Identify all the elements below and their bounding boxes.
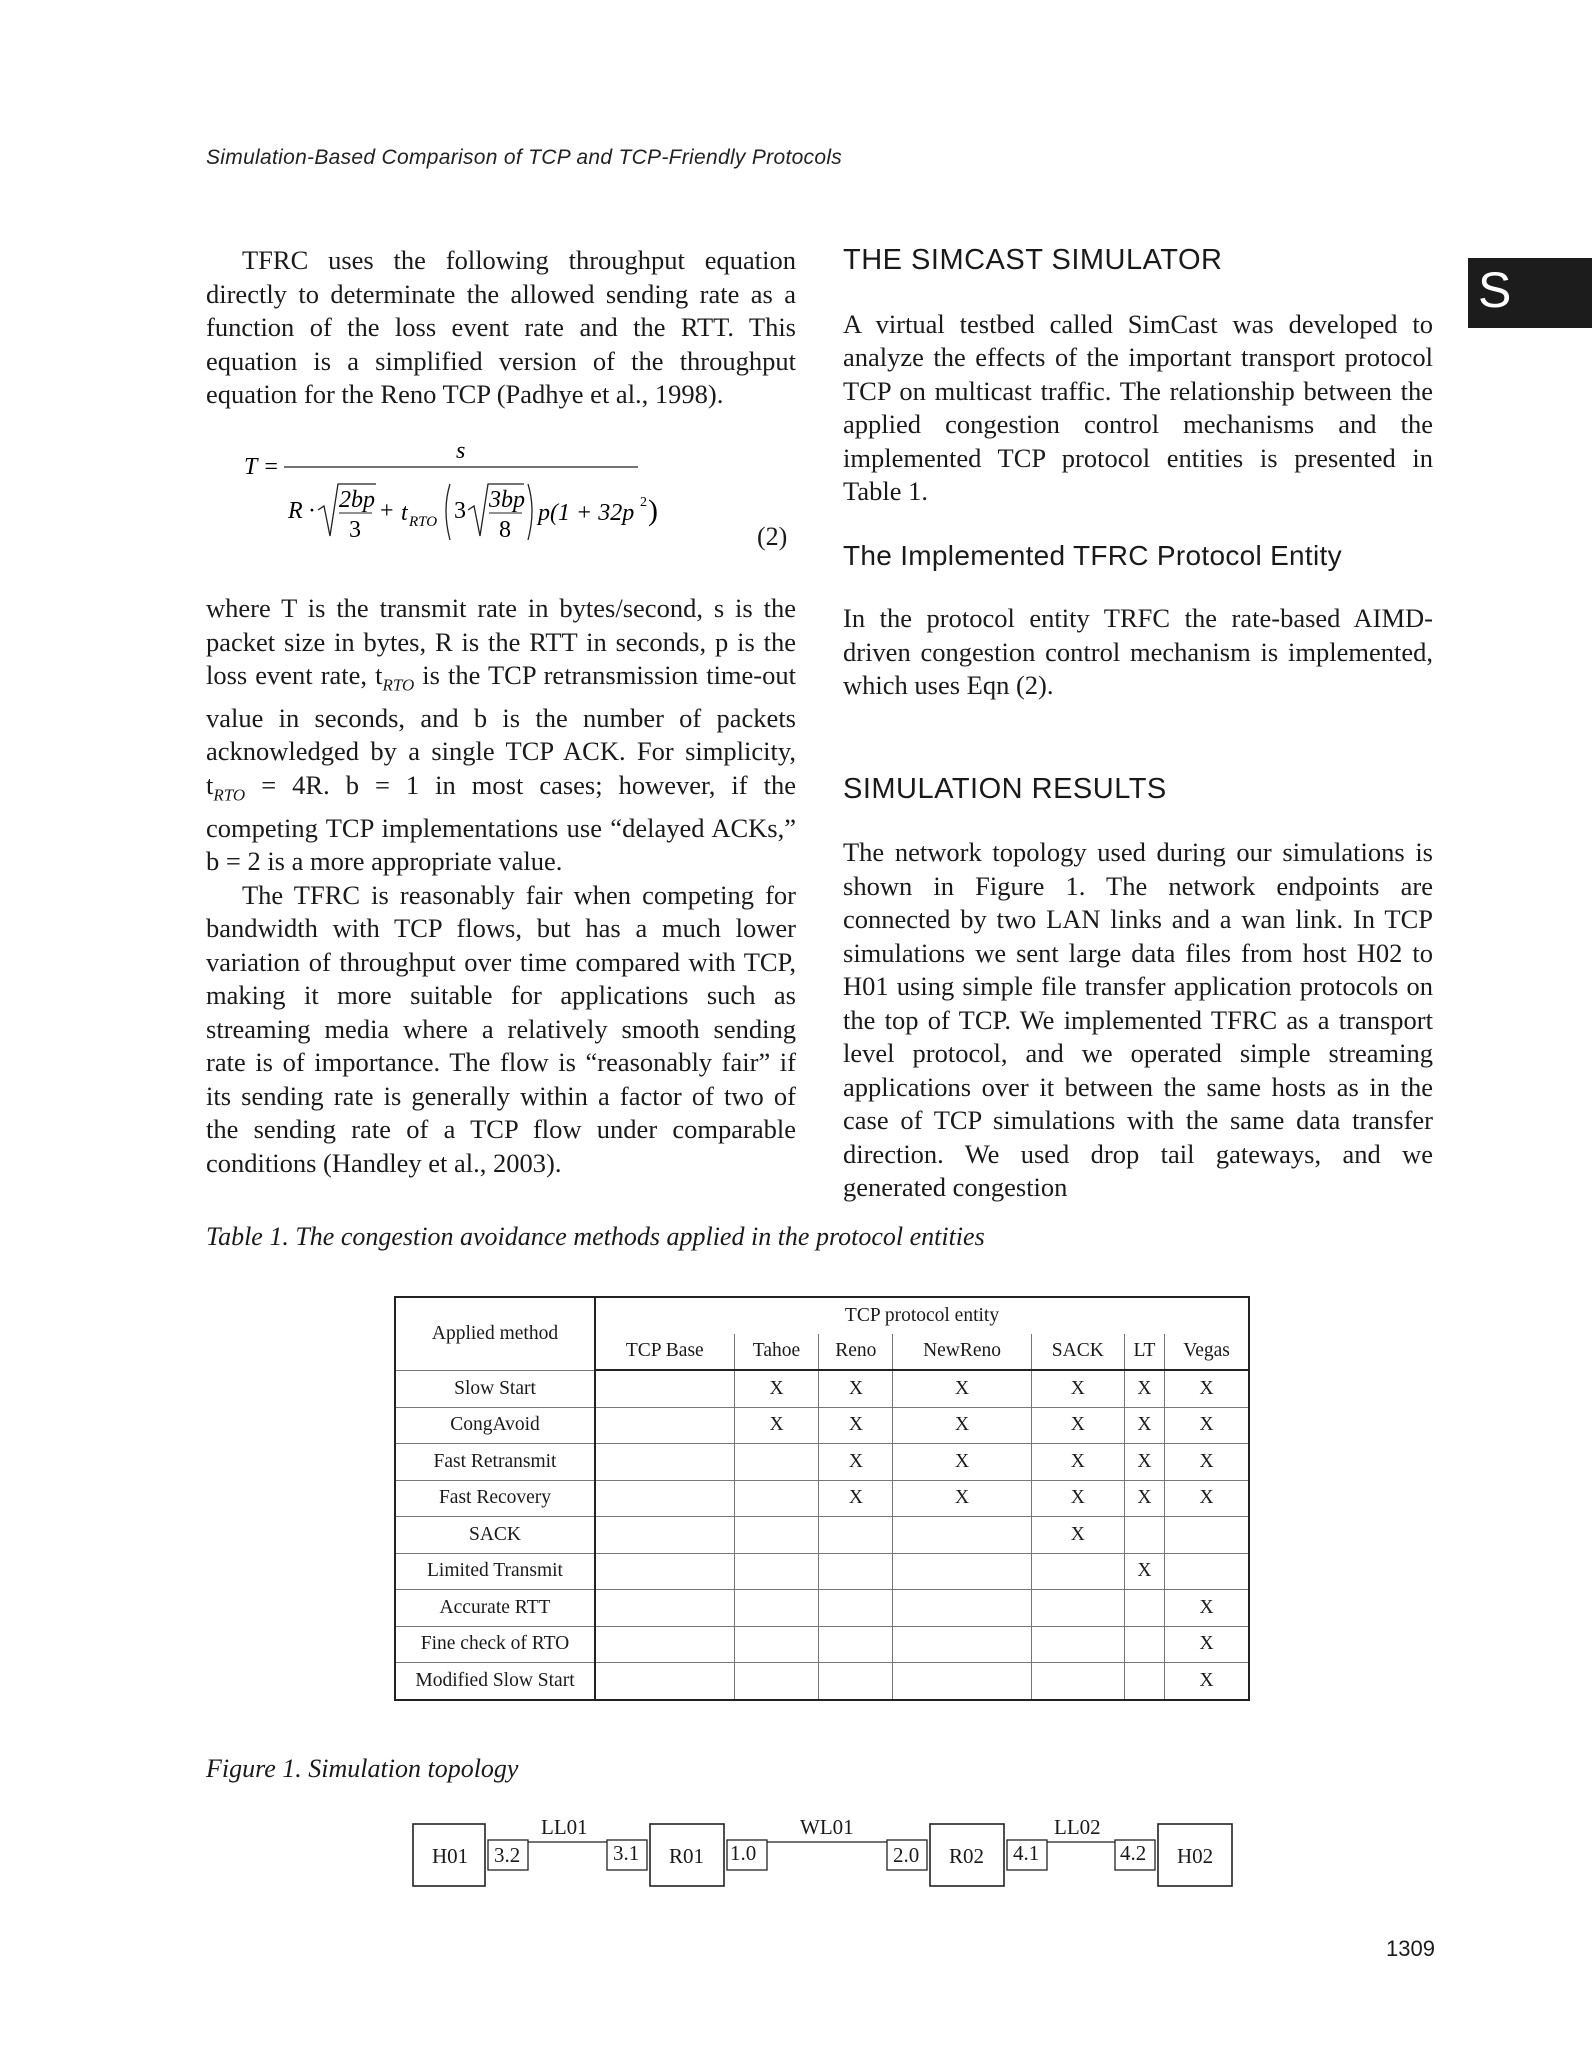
- link-label: WL01: [800, 1815, 854, 1839]
- table-row-label: CongAvoid: [395, 1407, 595, 1444]
- table-cell: X: [1165, 1480, 1249, 1517]
- table-group-header: TCP protocol entity: [595, 1297, 1249, 1334]
- table-cell: [595, 1590, 734, 1627]
- eq-t-sub: RTO: [409, 514, 438, 530]
- table-column-header: SACK: [1031, 1334, 1124, 1371]
- eq-frac2-num: 3bp: [489, 487, 525, 513]
- table-cell: [893, 1626, 1031, 1663]
- table-cell: X: [734, 1407, 819, 1444]
- eq-lhs: T =: [244, 454, 280, 480]
- right-column: [843, 244, 1433, 1205]
- paragraph-variables: where T is the transmit rate in bytes/second, s is the packet size in bytes, R is the RTT in seconds, p is the loss event rate, $t_{RTO}$ is the TCP retransmission time-out value in seconds, and b is the number of packets acknowledged by a single TCP ACK. For simplicity, $t_{RTO} = 4R$. b = 1 in most cases; however, if the competing TCP implementations use “delayed ACKs,” b = 2 is a more appropriate value.: [206, 593, 796, 877]
- section-tab: S: [1468, 258, 1592, 328]
- table-row: [395, 1626, 1249, 1663]
- table-cell: X: [819, 1444, 893, 1481]
- node-label: H02: [1177, 1844, 1214, 1868]
- table-cell: X: [1165, 1444, 1249, 1481]
- table-cell: [734, 1626, 819, 1663]
- paragraph-results: The network topology used during our simulations is shown in Figure 1. The network endpoints are connected by two LAN links and a wan link. In TCP simulations we sent large data files from host H02 to H01 using simple file transfer application protocols on the top of TCP. We implemented TFRC as a transport level protocol, and we operated simple streaming applications over it between the same hosts as in the case of TCP simulations with the same data transfer direction. We used drop tail gateways, and we generated congestion: [843, 837, 1433, 1202]
- eq-plus: +: [380, 498, 394, 524]
- table-cell: X: [1031, 1517, 1124, 1554]
- table-row: [395, 1590, 1249, 1627]
- eq-square: 2: [640, 495, 647, 510]
- table-cell: X: [1165, 1590, 1249, 1627]
- table-corner-cell: Applied method: [395, 1297, 595, 1370]
- table-cell: [595, 1370, 734, 1407]
- table-cell: [819, 1663, 893, 1700]
- table-cell: X: [819, 1480, 893, 1517]
- eq-numerator: s: [456, 440, 466, 464]
- table-cell: X: [893, 1480, 1031, 1517]
- left-column-top: [206, 244, 796, 412]
- table-cell: [819, 1517, 893, 1554]
- table-cell: [819, 1590, 893, 1627]
- eq-three: 3: [454, 498, 466, 524]
- table-cell: [595, 1553, 734, 1590]
- table-cell: [1124, 1517, 1164, 1554]
- table-cell: [734, 1444, 819, 1481]
- table-row: [395, 1663, 1249, 1700]
- table-cell: [893, 1590, 1031, 1627]
- table-cell: X: [1165, 1663, 1249, 1700]
- table-cell: [595, 1480, 734, 1517]
- table-cell: X: [1165, 1407, 1249, 1444]
- table-cell: [1031, 1663, 1124, 1700]
- port-label: 1.0: [730, 1841, 757, 1865]
- table-cell: X: [1031, 1407, 1124, 1444]
- paragraph-tfrc-entity: In the protocol entity TRFC the rate-based AIMD-driven congestion control mechanism is implemented, which uses Eqn (2).: [843, 603, 1433, 700]
- table-cell: [1165, 1553, 1249, 1590]
- node-label: R01: [669, 1844, 705, 1868]
- table-cell: X: [893, 1370, 1031, 1407]
- page-number: 1309: [1386, 1936, 1435, 1961]
- port-label: 2.0: [893, 1843, 920, 1867]
- table-row: [395, 1480, 1249, 1517]
- throughput-equation: [206, 440, 796, 560]
- table-row-label: Fine check of RTO: [395, 1626, 595, 1663]
- table-row: [395, 1444, 1249, 1481]
- table-cell: [893, 1553, 1031, 1590]
- running-header: Simulation-Based Comparison of TCP and TCP-Friendly Protocols: [206, 146, 843, 169]
- table-column-header: Reno: [819, 1334, 893, 1371]
- table-cell: [595, 1444, 734, 1481]
- table-column-header: TCP Base: [595, 1334, 734, 1371]
- congestion-methods-table: [394, 1296, 1250, 1701]
- table-cell: [1124, 1663, 1164, 1700]
- eq-close: ): [648, 494, 658, 527]
- port-label: 4.1: [1013, 1841, 1040, 1865]
- table-cell: [1124, 1590, 1164, 1627]
- table-cell: X: [1124, 1444, 1164, 1481]
- link-label: LL02: [1054, 1815, 1101, 1839]
- eq-frac1-num: 2bp: [339, 487, 375, 513]
- table-cell: X: [1124, 1407, 1164, 1444]
- table-cell: [819, 1626, 893, 1663]
- port-label: 3.1: [613, 1841, 640, 1865]
- eq-frac1-den: 3: [349, 517, 361, 543]
- table-header-row: [395, 1297, 1249, 1334]
- table-cell: X: [893, 1444, 1031, 1481]
- port-label: 3.2: [494, 1843, 521, 1867]
- paragraph-fairness: The TFRC is reasonably fair when competing for bandwidth with TCP flows, but has a much lower variation of throughput over time compared with TCP, making it more suitable for applications such as streaming media where a relatively smooth sending rate is of importance. The flow is “reasonably fair” if its sending rate is generally within a factor of two of the sending rate of a TCP flow under comparable conditions (Handley et al., 2003).: [206, 879, 796, 1178]
- table-cell: X: [1165, 1370, 1249, 1407]
- heading-results: SIMULATION RESULTS: [843, 772, 1167, 805]
- paragraph-simcast: A virtual testbed called SimCast was developed to analyze the effects of the important transport protocol TCP on multicast traffic. The relationship between the applied congestion control mechanisms and the implemented TCP protocol entities is presented in Table 1.: [843, 308, 1433, 506]
- table-row-label: Fast Retransmit: [395, 1444, 595, 1481]
- table-cell: X: [734, 1370, 819, 1407]
- table-cell: X: [1124, 1480, 1164, 1517]
- table-caption: Table 1. The congestion avoidance methods applied in the protocol entities: [206, 1222, 985, 1251]
- equation-number: (2): [757, 522, 788, 551]
- table-cell: X: [1031, 1444, 1124, 1481]
- table-cell: [1031, 1553, 1124, 1590]
- topology-diagram: [410, 1812, 1240, 1892]
- table-cell: [734, 1553, 819, 1590]
- table-row-label: Slow Start: [395, 1370, 595, 1407]
- table-cell: X: [1031, 1370, 1124, 1407]
- table-cell: [1031, 1626, 1124, 1663]
- table-row-label: Accurate RTT: [395, 1590, 595, 1627]
- table-cell: [893, 1663, 1031, 1700]
- table-cell: [734, 1663, 819, 1700]
- figure-caption: Figure 1. Simulation topology: [206, 1754, 519, 1783]
- table-cell: [595, 1517, 734, 1554]
- node-label: R02: [949, 1844, 985, 1868]
- table-cell: X: [819, 1407, 893, 1444]
- table-cell: [595, 1407, 734, 1444]
- table-cell: [734, 1590, 819, 1627]
- table-row-label: Fast Recovery: [395, 1480, 595, 1517]
- table-row: [395, 1407, 1249, 1444]
- table-row-label: Modified Slow Start: [395, 1663, 595, 1700]
- table-cell: X: [1124, 1370, 1164, 1407]
- table-cell: X: [1165, 1626, 1249, 1663]
- eq-tail: p(1 + 32p: [538, 500, 635, 526]
- table-cell: X: [819, 1370, 893, 1407]
- heading-tfrc-entity: The Implemented TFRC Protocol Entity: [843, 539, 1342, 571]
- table-row: [395, 1517, 1249, 1554]
- table-cell: [595, 1626, 734, 1663]
- table-cell: [1165, 1517, 1249, 1554]
- table-row: [395, 1370, 1249, 1407]
- heading-simcast: THE SIMCAST SIMULATOR: [843, 244, 1223, 276]
- table-cell: [893, 1517, 1031, 1554]
- table-row: [395, 1553, 1249, 1590]
- table-cell: [734, 1480, 819, 1517]
- paragraph-tfrc-intro: TFRC uses the following throughput equation directly to determinate the allowed sending rate as a function of the loss event rate and the RTT. This equation is a simplified version of the throughput equation for the Reno TCP (Padhye et al., 1998).: [206, 245, 796, 409]
- table-column-header: LT: [1124, 1334, 1164, 1371]
- eq-R: R ·: [288, 498, 315, 524]
- table-cell: [734, 1517, 819, 1554]
- table-cell: [1124, 1626, 1164, 1663]
- table-cell: [819, 1553, 893, 1590]
- table-row-label: SACK: [395, 1517, 595, 1554]
- table-row-label: Limited Transmit: [395, 1553, 595, 1590]
- node-label: H01: [432, 1844, 469, 1868]
- table-column-header: Tahoe: [734, 1334, 819, 1371]
- table-cell: X: [1124, 1553, 1164, 1590]
- eq-t: t: [401, 500, 408, 526]
- eq-frac2-den: 8: [499, 517, 511, 543]
- port-label: 4.2: [1120, 1841, 1147, 1865]
- table-column-header: NewReno: [893, 1334, 1031, 1371]
- table-cell: [595, 1663, 734, 1700]
- table-column-header: Vegas: [1165, 1334, 1249, 1371]
- table-cell: X: [893, 1407, 1031, 1444]
- left-column-bottom: [206, 592, 796, 1180]
- table-cell: X: [1031, 1480, 1124, 1517]
- link-label: LL01: [541, 1815, 588, 1839]
- table-cell: [1031, 1590, 1124, 1627]
